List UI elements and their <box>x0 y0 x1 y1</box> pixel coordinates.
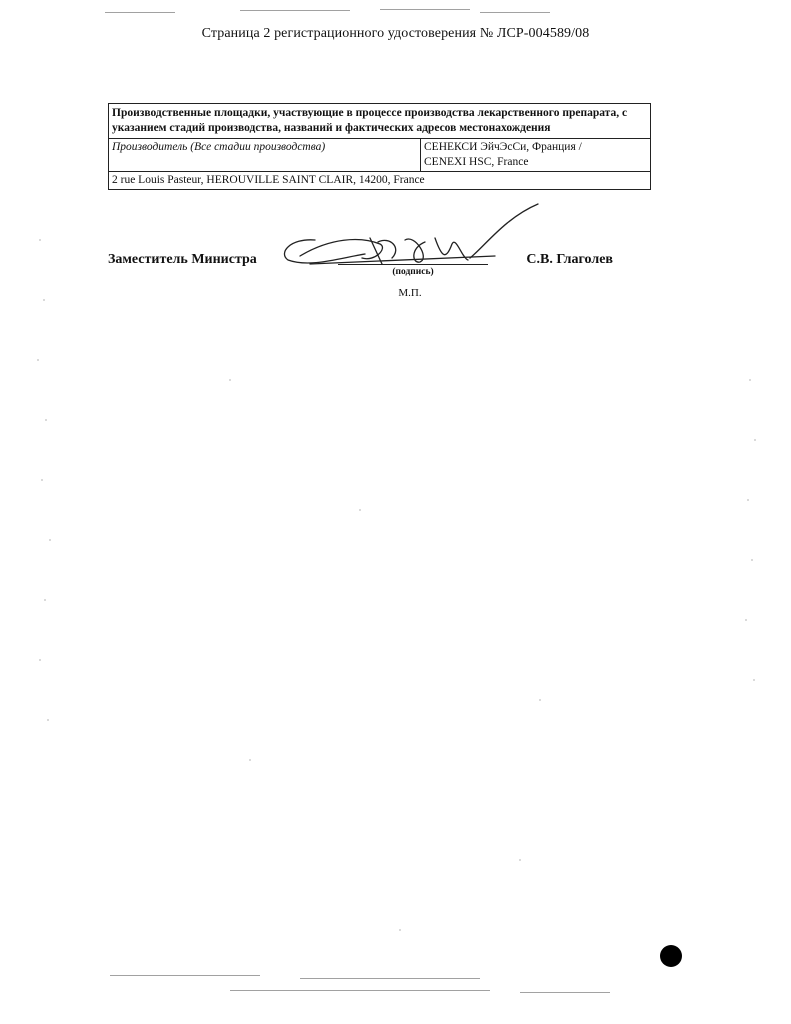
signature-line <box>338 264 488 265</box>
production-sites-heading: Производственные площадки, участвующие в процессе производства лекарственного препарата, с указанием стадий производства, названий и фактических адресов местонахождения <box>109 104 651 139</box>
manufacturer-company <box>421 139 651 172</box>
stamp-place-label: М.П. <box>398 287 422 299</box>
table-heading-row <box>109 104 651 139</box>
page-header: Страница 2 регистрационного удостоверения № ЛСР-004589/08 <box>201 26 590 41</box>
company-name-en: CENEXI HSC, France <box>424 156 529 168</box>
production-sites-table <box>108 103 651 190</box>
manufacturer-address: 2 rue Louis Pasteur, HEROUVILLE SAINT CLAIR, 14200, France <box>109 172 651 190</box>
signature-caption: (подпись) <box>392 267 434 277</box>
manufacturer-role: Производитель (Все стадии производства) <box>109 139 421 172</box>
signer-name: С.В. Глаголев <box>526 252 613 267</box>
company-name-ru: СЕНЕКСИ ЭйчЭсСи, Франция / <box>424 141 582 153</box>
table-row <box>109 172 651 190</box>
signer-title: Заместитель Министра <box>108 252 257 267</box>
hole-mark-icon <box>660 945 682 967</box>
table-row <box>109 139 651 172</box>
